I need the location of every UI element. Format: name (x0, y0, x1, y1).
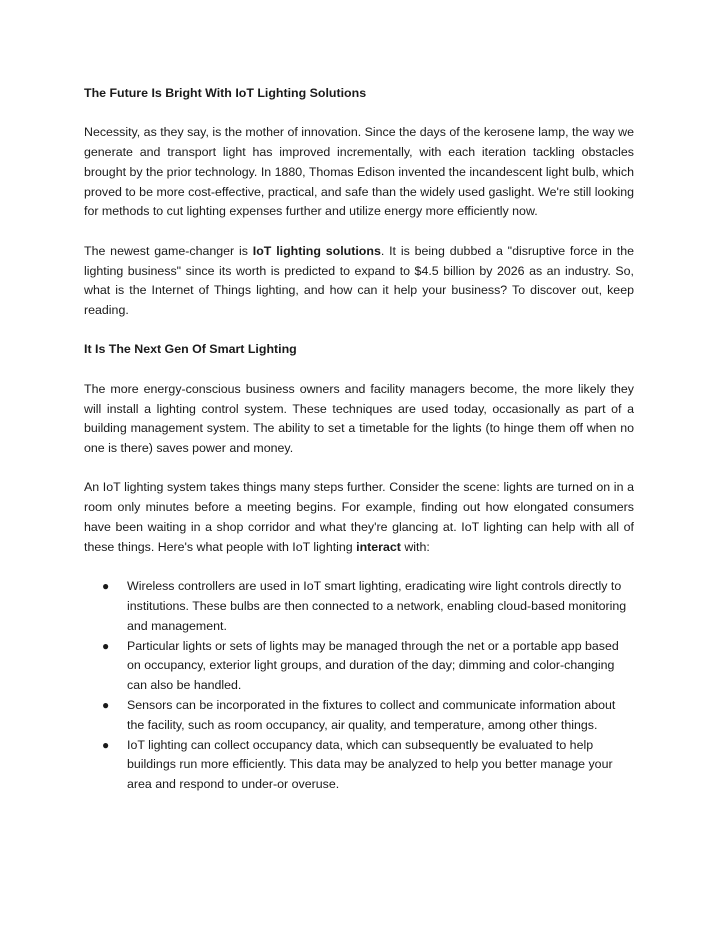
paragraph-iot-system (84, 478, 634, 557)
bold-term-iot-lighting-solutions: IoT lighting solutions (252, 243, 381, 258)
intro-paragraph: Necessity, as they say, is the mother of innovation. Since the days of the kerosene lamp, the way we generate and transport light has improved incrementally, with each iteration tackling obstacles brought by the prior technology. In 1880, Thomas Edison invented the incandescent light bulb, which proved to be more cost-effective, practical, and safe than the widely used gaslight. We're still looking for methods to cut lighting expenses further and utilize energy more efficiently now. (84, 125, 634, 219)
document-title: The Future Is Bright With IoT Lighting Solutions (84, 86, 367, 100)
bullet-icon: ● (102, 697, 110, 712)
list-item-text: Sensors can be incorporated in the fixtures to collect and communicate information about the facility, such as room occupancy, air quality, and temperature, among other things. (127, 697, 616, 732)
list-item (84, 736, 634, 795)
list-item-text: Particular lights or sets of lights may be managed through the net or a portable app based on occupancy, exterior light groups, and duration of the day; dimming and color-changing can also be handled. (127, 638, 619, 693)
bullet-icon: ● (102, 579, 110, 594)
document-page (84, 84, 634, 795)
list-item-text: IoT lighting can collect occupancy data, which can subsequently be evaluated to help buildings run more efficiently. This data may be analyzed to help you better manage your area and respond to under-or overuse. (127, 737, 613, 792)
bullet-icon: ● (102, 737, 110, 752)
paragraph-text: The newest game-changer is (84, 243, 253, 258)
bullet-icon: ● (102, 638, 110, 653)
paragraph-text: An IoT lighting system takes things many steps further. Consider the scene: lights are turned on in a room only minutes before a meeting begins. For example, finding out how elongated consumers have been waiting in a shop corridor and what they're glancing at. IoT lighting can help with all of these things. Here's what people with IoT lighting (84, 480, 634, 554)
bullet-list (84, 577, 634, 795)
paragraph-iot-solutions (84, 242, 634, 321)
paragraph-text: . It is being dubbed a "disruptive force in the lighting business" since its worth is predicted to expand to $4.5 billion by 2026 as an industry. So, what is the Internet of Things lighting, and how can it help your business? To discover out, keep reading. (84, 243, 635, 318)
list-item (84, 696, 634, 736)
list-item (84, 637, 634, 696)
paragraph-text: with: (400, 539, 430, 554)
paragraph-energy-conscious: The more energy-conscious business owners and facility managers become, the more likely they will install a lighting control system. These techniques are used today, occasionally as part of a building management system. The ability to set a timetable for the lights (to hinge them off when no one is there) saves power and money. (84, 381, 634, 456)
list-item-text: Wireless controllers are used in IoT smart lighting, eradicating wire light controls directly to institutions. These bulbs are then connected to a network, enabling cloud-based monitoring and management. (127, 579, 627, 633)
bold-term-interact: interact (356, 539, 401, 554)
list-item (84, 577, 634, 636)
section-heading: It Is The Next Gen Of Smart Lighting (84, 342, 297, 357)
